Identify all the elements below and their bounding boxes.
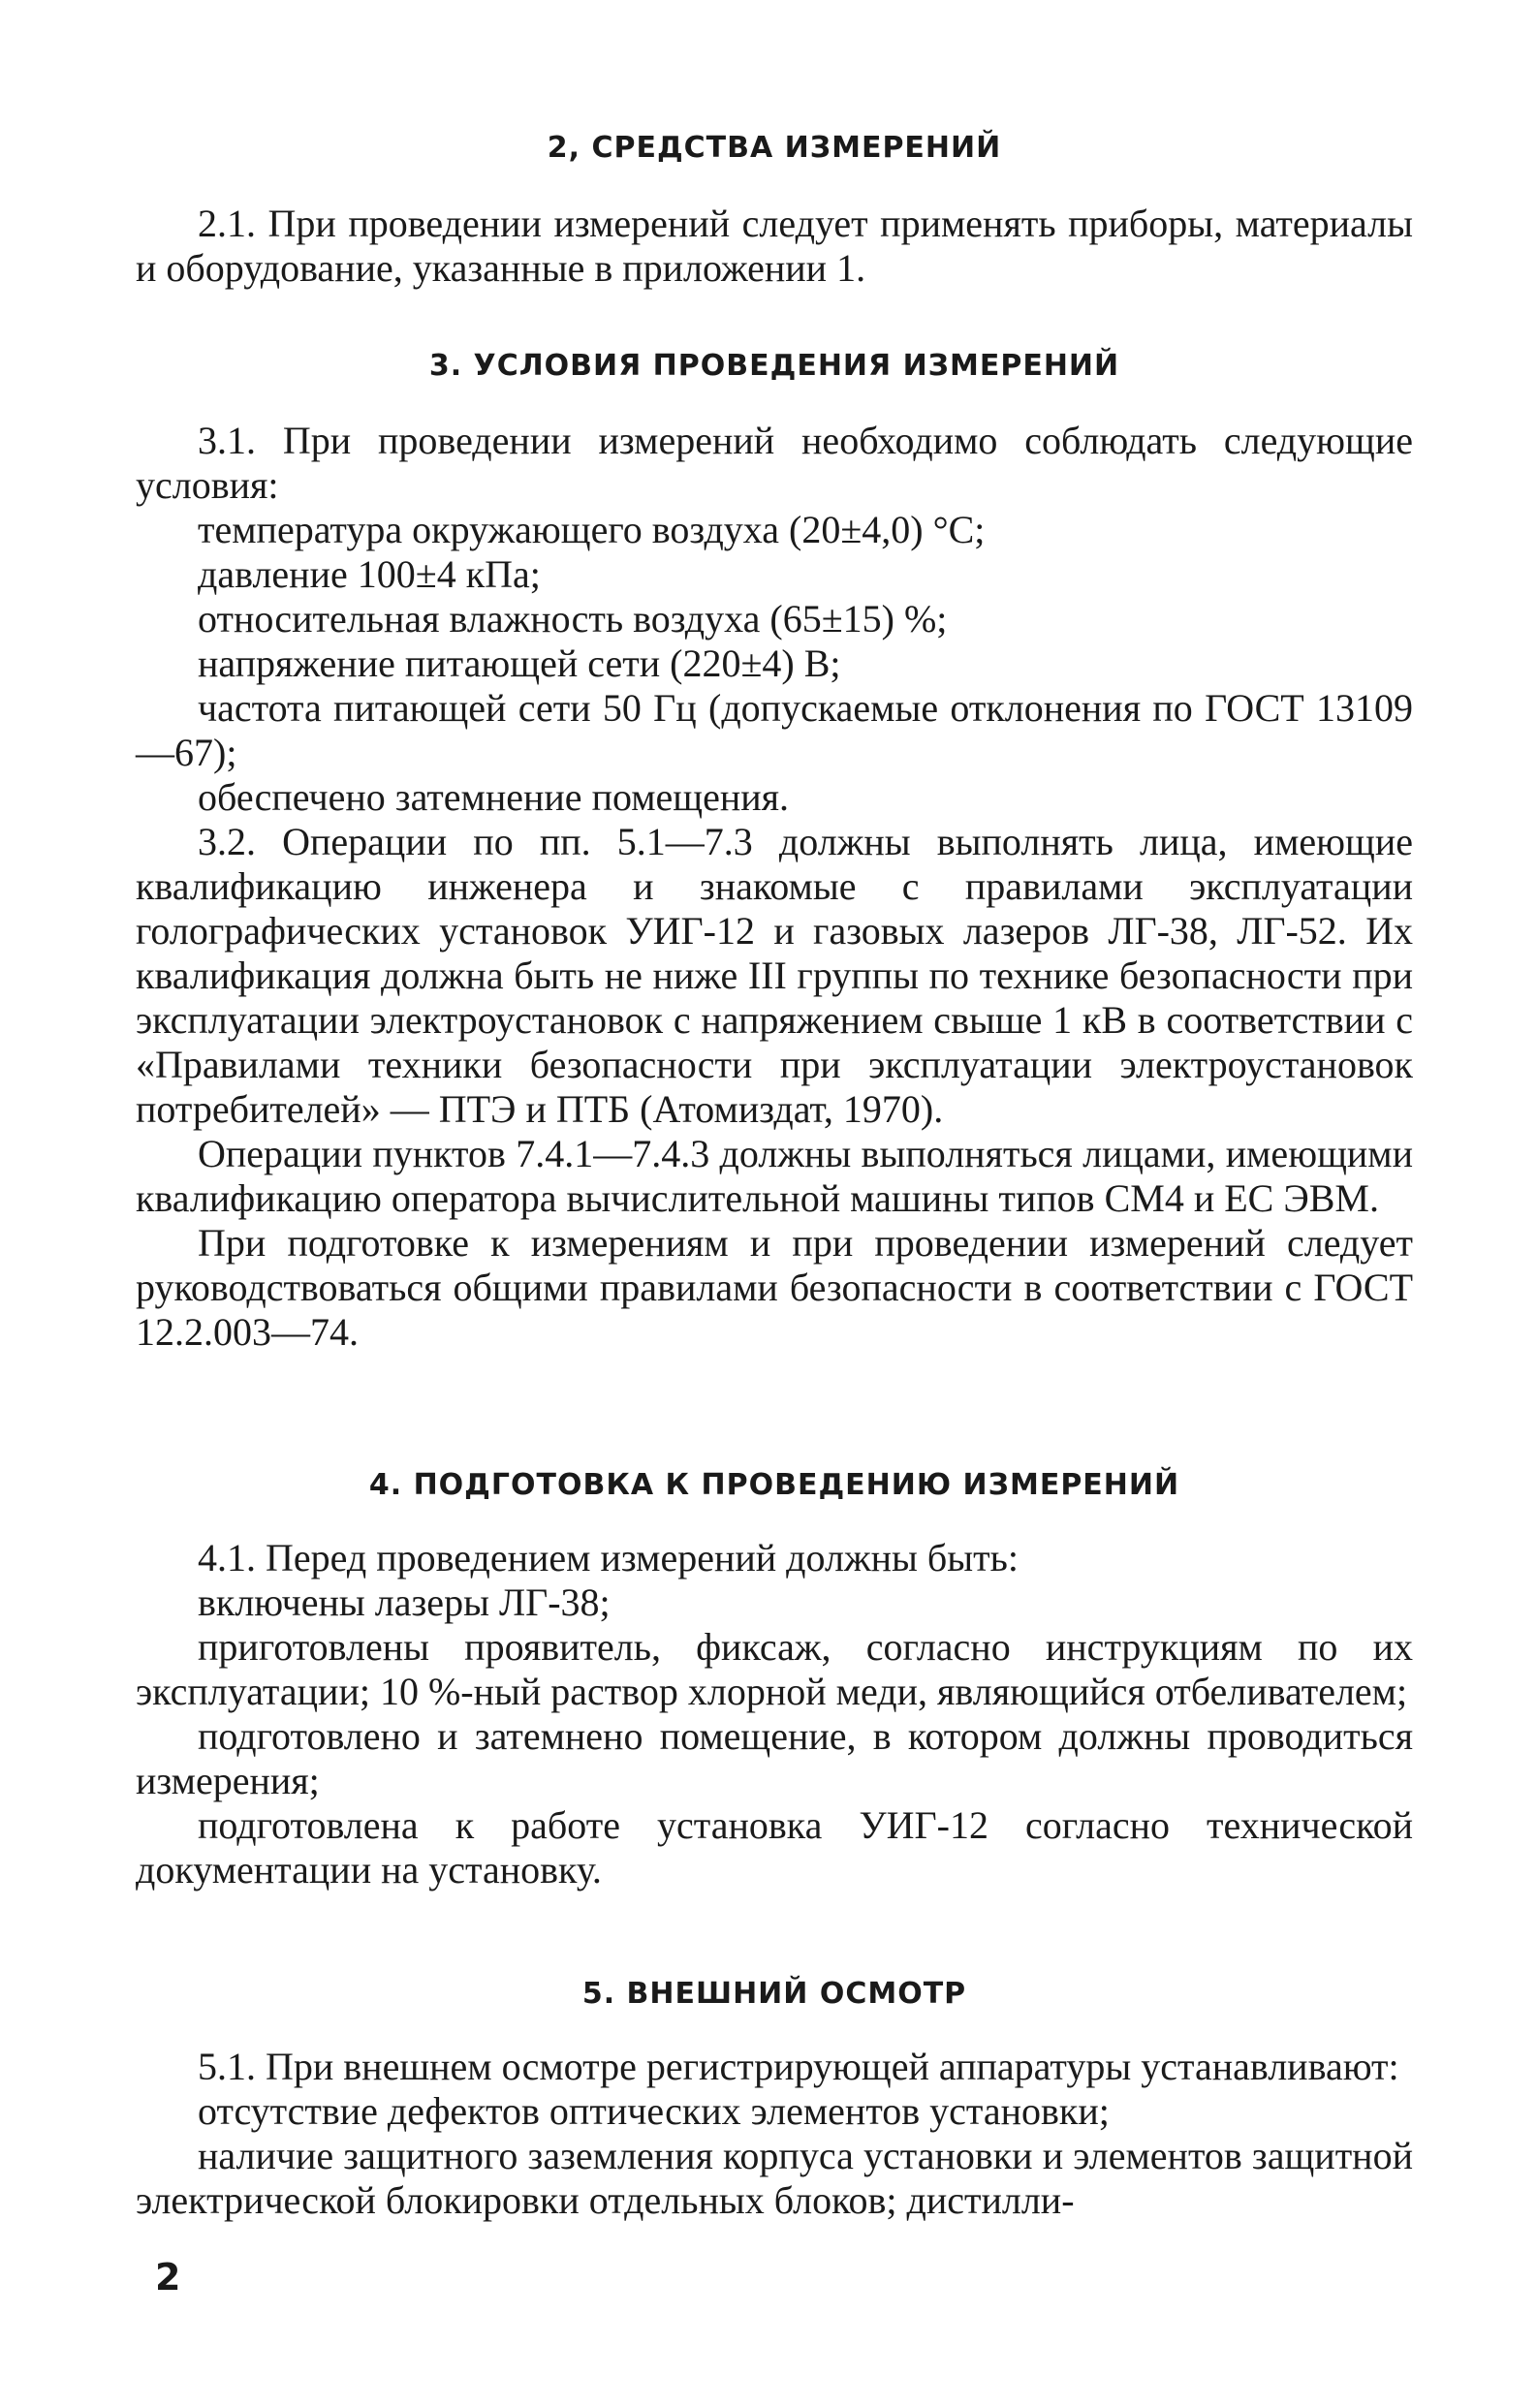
- section-heading-4: 4. ПОДГОТОВКА К ПРОВЕДЕНИЮ ИЗМЕРЕНИЙ: [368, 1468, 1180, 1502]
- section-heading-2: 2, СРЕДСТВА ИЗМЕРЕНИЙ: [547, 131, 1002, 165]
- paragraph: 3.2. Операции по пп. 5.1—7.3 должны выполнять лица, имеющие квалификацию инженера и знакомые с правилами эксплуатации голографических установок УИГ-12 и газовых лазеров ЛГ-38, ЛГ-52. Их квалификация должна быть не ниже III группы по технике безопасности при эксплуатации электроустановок с напряжением свыше 1 кВ в соответствии с «Правилами техники безопасности при эксплуатации электроустановок потребителей» — ПТЭ и ПТБ (Атомиздат, 1970).: [136, 820, 1413, 1131]
- section-heading-5: 5. ВНЕШНИЙ ОСМОТР: [581, 1977, 967, 2011]
- paragraph: давление 100±4 кПа;: [198, 552, 541, 596]
- page-number: 2: [155, 2256, 181, 2299]
- section-body-4: [136, 1536, 1413, 1892]
- paragraph: наличие защитного заземления корпуса установки и элементов защитной электрической блокировки отдельных блоков; дистилли-: [136, 2134, 1413, 2222]
- paragraph: подготовлена к работе установка УИГ-12 согласно технической документации на установку.: [136, 1803, 1413, 1892]
- paragraph: температура окружающего воздуха (20±4,0) °С;: [198, 508, 986, 551]
- paragraph: Операции пунктов 7.4.1—7.4.3 должны выполняться лицами, имеющими квалификацию оператора вычислительной машины типов СМ4 и ЕС ЭВМ.: [136, 1132, 1413, 1220]
- section-body-2: [136, 202, 1413, 291]
- section-body-3: [136, 419, 1413, 1355]
- paragraph: подготовлено и затемнено помещение, в котором должны проводиться измерения;: [136, 1714, 1413, 1802]
- paragraph: 2.1. При проведении измерений следует применять приборы, материалы и оборудование, указанные в приложении 1.: [136, 202, 1413, 290]
- paragraph: 3.1. При проведении измерений необходимо соблюдать следующие условия:: [136, 419, 1413, 507]
- paragraph: включены лазеры ЛГ-38;: [198, 1580, 611, 1624]
- paragraph: приготовлены проявитель, фиксаж, согласно инструкциям по их эксплуатации; 10 %-ный раствор хлорной меди, являющийся отбеливателем;: [136, 1625, 1413, 1713]
- paragraph: относительная влажность воздуха (65±15) %;: [198, 597, 948, 641]
- paragraph: напряжение питающей сети (220±4) В;: [198, 641, 841, 685]
- paragraph: отсутствие дефектов оптических элементов установки;: [198, 2089, 1110, 2133]
- paragraph: При подготовке к измерениям и при проведении измерений следует руководствоваться общими правилами безопасности в соответствии с ГОСТ 12.2.003—74.: [136, 1221, 1413, 1354]
- section-body-5: [136, 2045, 1413, 2223]
- paragraph: обеспечено затемнение помещения.: [198, 775, 790, 819]
- paragraph: частота питающей сети 50 Гц (допускаемые отклонения по ГОСТ 13109—67);: [136, 686, 1413, 774]
- section-heading-3: 3. УСЛОВИЯ ПРОВЕДЕНИЯ ИЗМЕРЕНИЙ: [428, 349, 1120, 383]
- paragraph: 5.1. При внешнем осмотре регистрирующей аппаратуры устанавливают:: [198, 2045, 1399, 2088]
- paragraph: 4.1. Перед проведением измерений должны быть:: [198, 1536, 1019, 1579]
